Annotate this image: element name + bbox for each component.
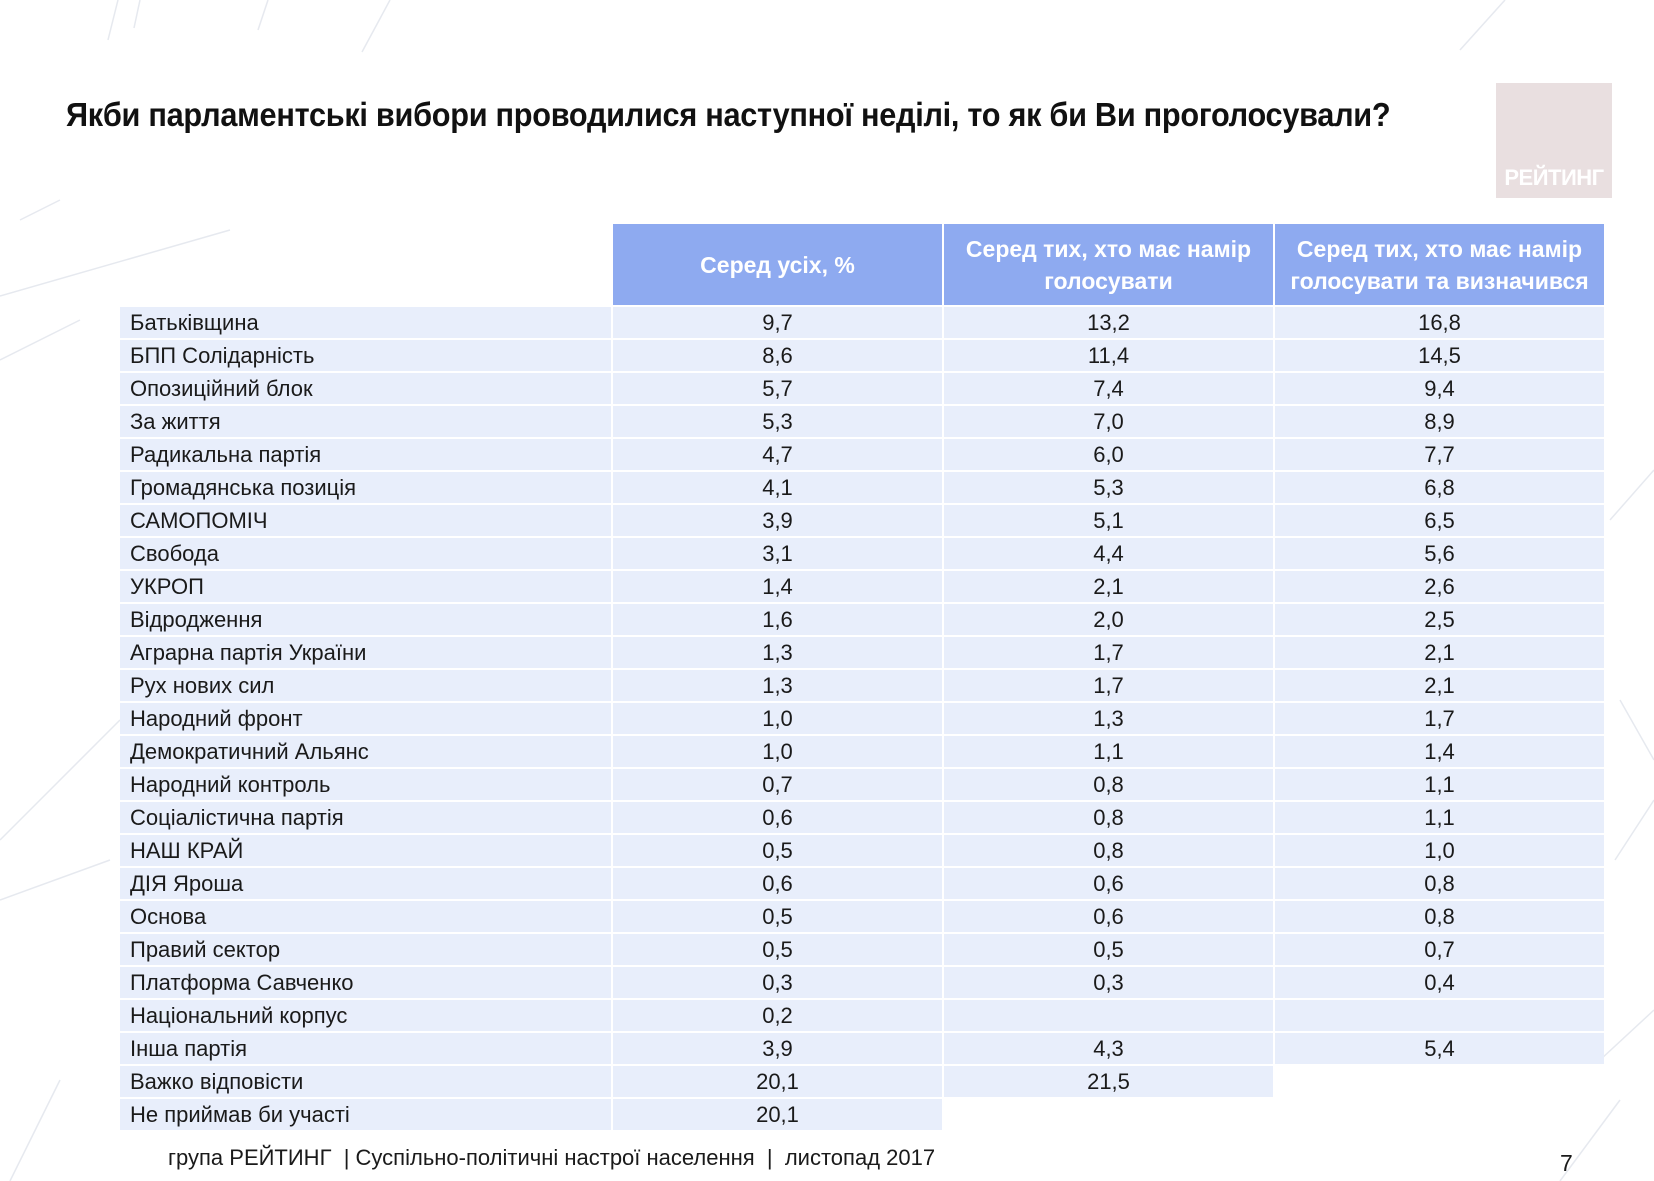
results-table <box>120 224 1606 1132</box>
table-row <box>120 637 1606 668</box>
value-cell-col3: 6,5 <box>1275 505 1604 536</box>
value-cell-col3: 1,1 <box>1275 802 1604 833</box>
table-row <box>120 1099 1606 1130</box>
party-name-cell: Платформа Савченко <box>120 967 611 998</box>
table-header-row <box>120 224 1606 305</box>
value-cell-col1: 20,1 <box>613 1066 942 1097</box>
value-cell-col2: 0,8 <box>944 802 1273 833</box>
value-cell-col2: 0,3 <box>944 967 1273 998</box>
table-row <box>120 439 1606 470</box>
table-row <box>120 868 1606 899</box>
value-cell-col3: 0,8 <box>1275 901 1604 932</box>
value-cell-col1: 0,5 <box>613 835 942 866</box>
party-name-cell: УКРОП <box>120 571 611 602</box>
table-row <box>120 967 1606 998</box>
value-cell-col2: 13,2 <box>944 307 1273 338</box>
value-cell-col1: 0,5 <box>613 901 942 932</box>
value-cell-col2: 2,1 <box>944 571 1273 602</box>
value-cell-col1: 1,0 <box>613 736 942 767</box>
table-row <box>120 934 1606 965</box>
value-cell-col3: 2,1 <box>1275 637 1604 668</box>
table-row <box>120 901 1606 932</box>
value-cell-col3: 7,7 <box>1275 439 1604 470</box>
party-name-cell: Основа <box>120 901 611 932</box>
table-body <box>120 307 1606 1130</box>
party-name-cell: Опозиційний блок <box>120 373 611 404</box>
value-cell-col3 <box>1275 1099 1604 1130</box>
header-among-all: Серед усіх, % <box>613 224 942 305</box>
value-cell-col3: 6,8 <box>1275 472 1604 503</box>
value-cell-col3: 0,4 <box>1275 967 1604 998</box>
value-cell-col2 <box>944 1099 1273 1130</box>
header-blank-cell <box>120 224 611 305</box>
value-cell-col3: 9,4 <box>1275 373 1604 404</box>
table-row <box>120 769 1606 800</box>
value-cell-col2: 6,0 <box>944 439 1273 470</box>
value-cell-col1: 3,9 <box>613 1033 942 1064</box>
value-cell-col2: 2,0 <box>944 604 1273 635</box>
value-cell-col3: 16,8 <box>1275 307 1604 338</box>
value-cell-col2 <box>944 1000 1273 1031</box>
table-row <box>120 835 1606 866</box>
party-name-cell: Національний корпус <box>120 1000 611 1031</box>
table-row <box>120 307 1606 338</box>
table-row <box>120 604 1606 635</box>
party-name-cell: Народний фронт <box>120 703 611 734</box>
logo-text: РЕЙТИНГ <box>1504 165 1604 190</box>
value-cell-col2: 0,6 <box>944 901 1273 932</box>
value-cell-col2: 1,1 <box>944 736 1273 767</box>
value-cell-col3: 2,6 <box>1275 571 1604 602</box>
value-cell-col2: 5,3 <box>944 472 1273 503</box>
value-cell-col3: 5,4 <box>1275 1033 1604 1064</box>
party-name-cell: Громадянська позиція <box>120 472 611 503</box>
value-cell-col1: 0,5 <box>613 934 942 965</box>
value-cell-col2: 7,4 <box>944 373 1273 404</box>
value-cell-col3: 1,4 <box>1275 736 1604 767</box>
party-name-cell: ДІЯ Яроша <box>120 868 611 899</box>
value-cell-col1: 20,1 <box>613 1099 942 1130</box>
table-row <box>120 373 1606 404</box>
table-row <box>120 340 1606 371</box>
value-cell-col1: 1,6 <box>613 604 942 635</box>
value-cell-col1: 1,3 <box>613 637 942 668</box>
value-cell-col2: 0,6 <box>944 868 1273 899</box>
value-cell-col1: 0,3 <box>613 967 942 998</box>
table-row <box>120 1033 1606 1064</box>
value-cell-col3: 2,1 <box>1275 670 1604 701</box>
table-row <box>120 703 1606 734</box>
value-cell-col1: 1,0 <box>613 703 942 734</box>
value-cell-col1: 5,7 <box>613 373 942 404</box>
value-cell-col3: 14,5 <box>1275 340 1604 371</box>
table-row <box>120 1066 1606 1097</box>
value-cell-col1: 0,2 <box>613 1000 942 1031</box>
page-number: 7 <box>1560 1150 1573 1176</box>
party-name-cell: Аграрна партія України <box>120 637 611 668</box>
value-cell-col2: 4,3 <box>944 1033 1273 1064</box>
party-name-cell: Рух нових сил <box>120 670 611 701</box>
party-name-cell: САМОПОМІЧ <box>120 505 611 536</box>
table-row <box>120 406 1606 437</box>
page-title: Якби парламентські вибори проводилися наступної неділі, то як би Ви проголосували? <box>66 96 1391 133</box>
party-name-cell: Народний контроль <box>120 769 611 800</box>
value-cell-col2: 1,7 <box>944 670 1273 701</box>
table-row <box>120 1000 1606 1031</box>
value-cell-col3 <box>1275 1066 1604 1097</box>
value-cell-col3: 0,7 <box>1275 934 1604 965</box>
value-cell-col3: 1,1 <box>1275 769 1604 800</box>
party-name-cell: Батьківщина <box>120 307 611 338</box>
value-cell-col2: 1,3 <box>944 703 1273 734</box>
table-row <box>120 736 1606 767</box>
value-cell-col1: 5,3 <box>613 406 942 437</box>
value-cell-col3: 1,7 <box>1275 703 1604 734</box>
value-cell-col1: 0,6 <box>613 802 942 833</box>
value-cell-col1: 0,6 <box>613 868 942 899</box>
value-cell-col1: 1,4 <box>613 571 942 602</box>
value-cell-col1: 1,3 <box>613 670 942 701</box>
party-name-cell: Свобода <box>120 538 611 569</box>
party-name-cell: БПП Солідарність <box>120 340 611 371</box>
value-cell-col1: 3,1 <box>613 538 942 569</box>
header-intend-and-decided: Серед тих, хто має намір голосувати та визначився <box>1275 224 1604 305</box>
value-cell-col1: 0,7 <box>613 769 942 800</box>
value-cell-col3: 0,8 <box>1275 868 1604 899</box>
value-cell-col2: 1,7 <box>944 637 1273 668</box>
table-row <box>120 571 1606 602</box>
party-name-cell: Інша партія <box>120 1033 611 1064</box>
value-cell-col2: 7,0 <box>944 406 1273 437</box>
value-cell-col1: 4,7 <box>613 439 942 470</box>
party-name-cell: Відродження <box>120 604 611 635</box>
value-cell-col3 <box>1275 1000 1604 1031</box>
party-name-cell: Не приймав би участі <box>120 1099 611 1130</box>
value-cell-col1: 8,6 <box>613 340 942 371</box>
party-name-cell: НАШ КРАЙ <box>120 835 611 866</box>
party-name-cell: Демократичний Альянс <box>120 736 611 767</box>
value-cell-col2: 21,5 <box>944 1066 1273 1097</box>
value-cell-col2: 5,1 <box>944 505 1273 536</box>
value-cell-col3: 1,0 <box>1275 835 1604 866</box>
table-row <box>120 538 1606 569</box>
header-intend-to-vote: Серед тих, хто має намір голосувати <box>944 224 1273 305</box>
table-row <box>120 472 1606 503</box>
party-name-cell: Радикальна партія <box>120 439 611 470</box>
value-cell-col3: 2,5 <box>1275 604 1604 635</box>
value-cell-col1: 3,9 <box>613 505 942 536</box>
table-row <box>120 670 1606 701</box>
value-cell-col3: 5,6 <box>1275 538 1604 569</box>
table-row <box>120 505 1606 536</box>
value-cell-col1: 4,1 <box>613 472 942 503</box>
rating-logo <box>1496 83 1612 198</box>
value-cell-col2: 0,5 <box>944 934 1273 965</box>
value-cell-col1: 9,7 <box>613 307 942 338</box>
footer-text: група РЕЙТИНГ | Суспільно-політичні настрої населення | листопад 2017 <box>168 1145 936 1170</box>
party-name-cell: За життя <box>120 406 611 437</box>
party-name-cell: Важко відповісти <box>120 1066 611 1097</box>
party-name-cell: Соціалістична партія <box>120 802 611 833</box>
value-cell-col2: 0,8 <box>944 769 1273 800</box>
value-cell-col2: 11,4 <box>944 340 1273 371</box>
value-cell-col2: 0,8 <box>944 835 1273 866</box>
value-cell-col3: 8,9 <box>1275 406 1604 437</box>
table-row <box>120 802 1606 833</box>
party-name-cell: Правий сектор <box>120 934 611 965</box>
value-cell-col2: 4,4 <box>944 538 1273 569</box>
